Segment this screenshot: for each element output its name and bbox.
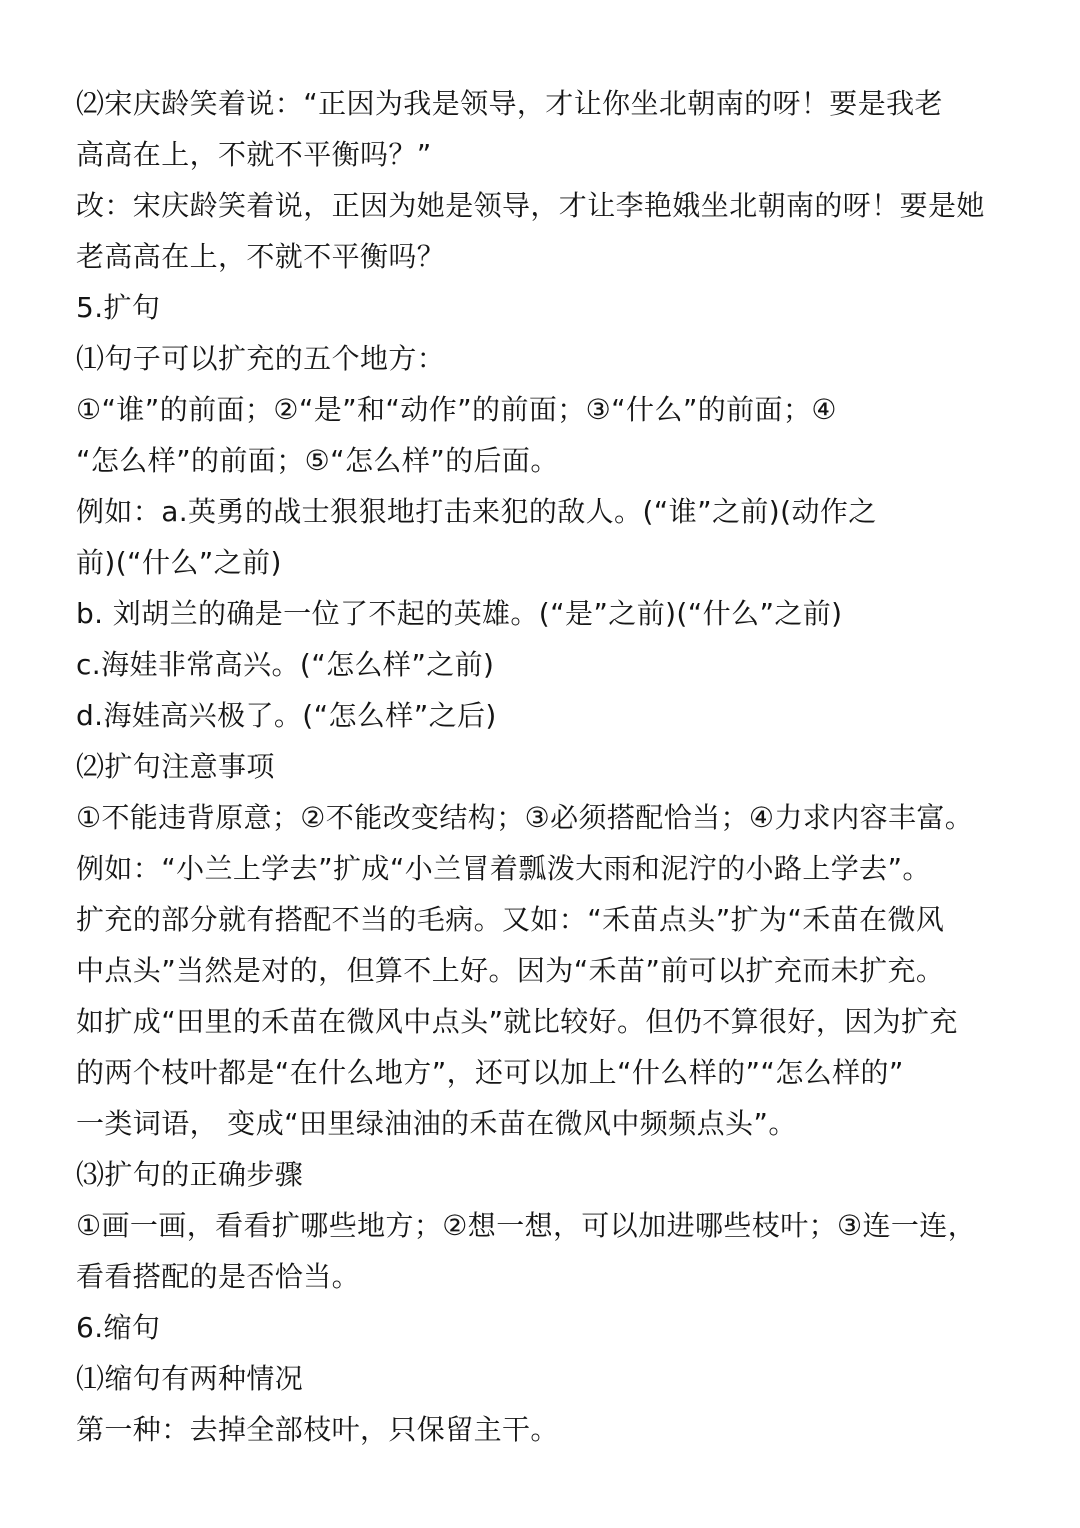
section-heading: 6.缩句 — [76, 1311, 161, 1344]
text-line: 看看搭配的是否恰当。 — [76, 1260, 361, 1293]
subsection-heading: ⑵扩句注意事项 — [76, 750, 275, 783]
text-line: 如扩成“田里的禾苗在微风中点头”就比较好。但仍不算很好，因为扩充 — [76, 1005, 958, 1038]
text-line: 前)(“什么”之前) — [76, 546, 282, 579]
text-line: 高高在上，不就不平衡吗？” — [76, 138, 432, 171]
text-line: “怎么样”的前面；⑤“怎么样”的后面。 — [76, 444, 559, 477]
text-line: 改：宋庆龄笑着说，正因为她是领导，才让李艳娥坐北朝南的呀！要是她 — [76, 189, 985, 222]
text-line: 一类词语， 变成“田里绿油油的禾苗在微风中频频点头”。 — [76, 1107, 797, 1140]
text-line: 中点头”当然是对的，但算不上好。因为“禾苗”前可以扩充而未扩充。 — [76, 954, 945, 987]
section-heading: 5.扩句 — [76, 291, 161, 324]
text-line: 老高高在上，不就不平衡吗？ — [76, 240, 446, 273]
text-line: b. 刘胡兰的确是一位了不起的英雄。(“是”之前)(“什么”之前) — [76, 597, 843, 630]
text-line: c.海娃非常高兴。(“怎么样”之前) — [76, 648, 495, 681]
text-line: ①“谁”的前面；②“是”和“动作”的前面；③“什么”的前面；④ — [76, 393, 837, 426]
text-line: 的两个枝叶都是“在什么地方”，还可以加上“什么样的”“怎么样的” — [76, 1056, 904, 1089]
text-line: 第一种：去掉全部枝叶，只保留主干。 — [76, 1413, 559, 1446]
text-line: 例如：a.英勇的战士狠狠地打击来犯的敌人。(“谁”之前)(动作之 — [76, 495, 877, 528]
text-line: 例如：“小兰上学去”扩成“小兰冒着瓢泼大雨和泥泞的小路上学去”。 — [76, 852, 931, 885]
subsection-heading: ⑴缩句有两种情况 — [76, 1362, 304, 1395]
subsection-heading: ⑶扩句的正确步骤 — [76, 1158, 304, 1191]
text-line: ①画一画，看看扩哪些地方；②想一想，可以加进哪些枝叶；③连一连， — [76, 1209, 977, 1242]
text-line: 扩充的部分就有搭配不当的毛病。又如：“禾苗点头”扩为“禾苗在微风 — [76, 903, 945, 936]
text-line: ⑵宋庆龄笑着说：“正因为我是领导，才让你坐北朝南的呀！要是我老 — [76, 87, 943, 120]
subsection-heading: ⑴句子可以扩充的五个地方： — [76, 342, 446, 375]
text-line: d.海娃高兴极了。(“怎么样”之后) — [76, 699, 497, 732]
text-line: ①不能违背原意；②不能改变结构；③必须搭配恰当；④力求内容丰富。 — [76, 801, 974, 834]
